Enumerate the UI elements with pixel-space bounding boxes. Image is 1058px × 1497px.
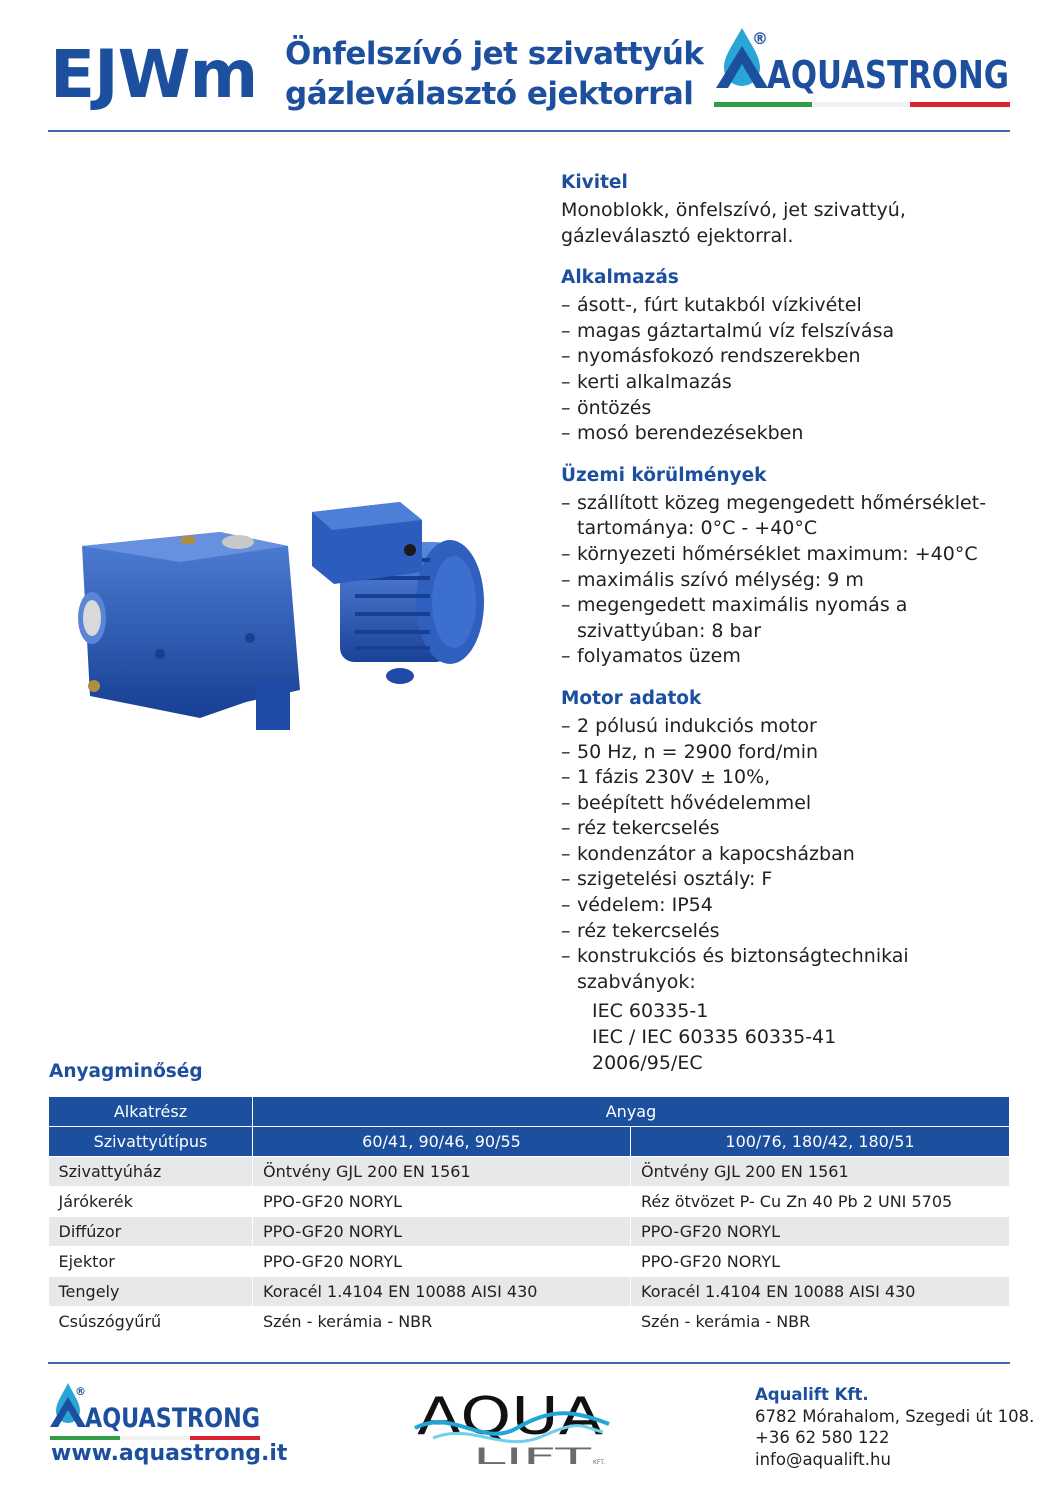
list-item: – mosó berendezésekben: [561, 421, 1021, 447]
company-name: Aqualift Kft.: [755, 1385, 869, 1404]
company-phone: +36 62 580 122: [755, 1428, 890, 1447]
list-item: – nyomásfokozó rendszerekben: [561, 344, 1021, 370]
table-cell: Járókerék: [49, 1187, 253, 1217]
list-item: [561, 491, 1021, 542]
flag-stripe-green: [714, 102, 812, 107]
table-cell: Tengely: [49, 1277, 253, 1307]
table-cell: Csúszógyűrű: [49, 1307, 253, 1337]
table-row: [49, 1157, 1010, 1187]
list-item: – 50 Hz, n = 2900 ford/min: [561, 740, 1021, 766]
standard-line: IEC / IEC 60335 60335-41: [592, 1026, 837, 1049]
section-uzemi: [561, 463, 1021, 670]
aqualift-logo: [413, 1384, 613, 1470]
kivitel-line-2: gázleválasztó ejektorral.: [561, 224, 794, 247]
flag-stripe-red: [910, 102, 1010, 107]
flag-stripe-white: [812, 102, 910, 107]
header-group-1: 60/41, 90/46, 90/55: [253, 1127, 631, 1157]
table-header-row: [49, 1127, 1010, 1157]
headline-line-1: Önfelszívó jet szivattyúk: [285, 36, 704, 72]
footer-divider: [48, 1362, 1010, 1364]
table-row: [49, 1217, 1010, 1247]
list-item: – beépített hővédelemmel: [561, 791, 1021, 817]
list-item-text: szállított közeg megengedett hőmérséklet-: [577, 491, 987, 514]
logo-registered-mark: ®: [75, 1385, 86, 1398]
list-item: – maximális szívó mélység: 9 m: [561, 568, 1021, 594]
list-item: – folyamatos üzem: [561, 644, 1021, 670]
materials-table: [48, 1096, 1010, 1337]
header-part: Alkatrész: [49, 1097, 253, 1127]
flag-stripe-white: [120, 1436, 190, 1440]
section-title-motor: Motor adatok: [561, 687, 702, 709]
table-header-row: [49, 1097, 1010, 1127]
list-item: – magas gáztartalmú víz felszívása: [561, 319, 1021, 345]
table-cell: Réz ötvözet P- Cu Zn 40 Pb 2 UNI 5705: [631, 1187, 1010, 1217]
company-contact: [755, 1384, 1034, 1470]
company-email-link[interactable]: info@aqualift.hu: [755, 1449, 891, 1469]
section-motor: [561, 686, 1021, 1076]
motor-list: [561, 714, 1021, 996]
table-cell: PPO-GF20 NORYL: [631, 1247, 1010, 1277]
table-row: [49, 1187, 1010, 1217]
flag-stripe-green: [50, 1436, 120, 1440]
header-material: Anyag: [253, 1097, 1010, 1127]
list-item-continuation: tartománya: 0°C - +40°C: [577, 517, 818, 540]
section-title-kivitel: Kivitel: [561, 172, 628, 193]
list-item: – konstrukciós és biztonságtechnikai szabványok:: [561, 944, 1021, 995]
table-cell: Diffúzor: [49, 1217, 253, 1247]
list-item: – környezeti hőmérséklet maximum: +40°C: [561, 542, 1021, 568]
standard-line: IEC 60335-1: [592, 1000, 709, 1023]
flag-stripe-red: [190, 1436, 260, 1440]
list-item-continuation: szivattyúban: 8 bar: [577, 619, 762, 642]
uzemi-list: [561, 491, 1021, 670]
list-item: – 1 fázis 230V ± 10%,: [561, 765, 1021, 791]
alkalmazas-list: [561, 293, 1021, 447]
logo-wordmark: AQUASTRONG: [767, 53, 1009, 97]
list-item: – kondenzátor a kapocsházban: [561, 842, 1021, 868]
table-row: [49, 1247, 1010, 1277]
table-cell: Koracél 1.4104 EN 10088 AISI 430: [631, 1277, 1010, 1307]
table-cell: Öntvény GJL 200 EN 1561: [631, 1157, 1010, 1187]
list-item: [561, 593, 1021, 644]
list-item: – öntözés: [561, 396, 1021, 422]
materials-title: Anyagminőség: [49, 1061, 203, 1082]
table-cell: PPO-GF20 NORYL: [253, 1217, 631, 1247]
model-name: EJWm: [50, 36, 258, 113]
section-title-alkalmazas: Alkalmazás: [561, 267, 679, 289]
table-cell: Szén - kerámia - NBR: [631, 1307, 1010, 1337]
header-divider: [48, 130, 1010, 132]
section-title-uzemi: Üzemi körülmények: [561, 464, 767, 486]
aqualift-logo-bottom: LIFT: [473, 1445, 593, 1470]
headline: [285, 34, 704, 114]
aquastrong-logo: [712, 26, 1012, 112]
kivitel-line-1: Monoblokk, önfelszívó, jet szivattyú,: [561, 199, 906, 221]
table-cell: PPO-GF20 NORYL: [253, 1187, 631, 1217]
aquastrong-footer-logo: [48, 1383, 262, 1445]
table-cell: PPO-GF20 NORYL: [631, 1217, 1010, 1247]
list-item-text: megengedett maximális nyomás a: [577, 594, 908, 617]
table-cell: Ejektor: [49, 1247, 253, 1277]
section-kivitel: [561, 170, 1021, 249]
company-address: 6782 Mórahalom, Szegedi út 108.: [755, 1406, 1035, 1426]
list-item: – réz tekercselés: [561, 816, 1021, 842]
headline-line-2: gázleválasztó ejektorral: [285, 76, 694, 112]
header-pump-type: Szivattyútípus: [49, 1127, 253, 1157]
list-item: – védelem: IP54: [561, 893, 1021, 919]
pump-product-image: [70, 480, 520, 750]
table-cell: PPO-GF20 NORYL: [253, 1247, 631, 1277]
table-cell: Szén - kerámia - NBR: [253, 1307, 631, 1337]
logo-wordmark: AQUASTRONG: [85, 1403, 260, 1434]
header-group-2: 100/76, 180/42, 180/51: [631, 1127, 1010, 1157]
standard-line: 2006/95/EC: [592, 1051, 703, 1074]
aqualift-logo-suffix: KFT.: [593, 1459, 606, 1466]
logo-registered-mark: ®: [752, 29, 768, 48]
aqualift-logo-top: AQUA: [417, 1387, 604, 1447]
table-cell: Öntvény GJL 200 EN 1561: [253, 1157, 631, 1187]
list-item: – szigetelési osztály: F: [561, 867, 1021, 893]
list-item: – kerti alkalmazás: [561, 370, 1021, 396]
list-item: – 2 pólusú indukciós motor: [561, 714, 1021, 740]
list-item: – réz tekercselés: [561, 919, 1021, 945]
section-alkalmazas: [561, 265, 1021, 447]
website-link[interactable]: www.aquastrong.it: [51, 1441, 288, 1466]
list-item: – ásott-, fúrt kutakból vízkivétel: [561, 293, 1021, 319]
table-row: [49, 1307, 1010, 1337]
table-row: [49, 1277, 1010, 1307]
table-cell: Szivattyúház: [49, 1157, 253, 1187]
table-cell: Koracél 1.4104 EN 10088 AISI 430: [253, 1277, 631, 1307]
specification-column: [561, 170, 1021, 1092]
